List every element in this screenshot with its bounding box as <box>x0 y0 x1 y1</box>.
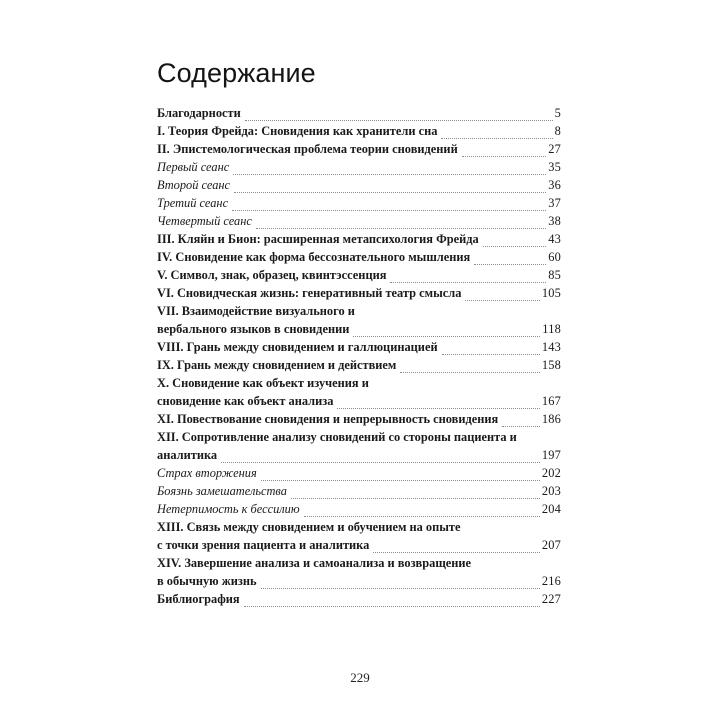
toc-leader-dots <box>337 397 539 409</box>
toc-entry-title-line: VII. Взаимодействие визуального и <box>157 304 355 318</box>
toc-entry[interactable] <box>157 338 561 356</box>
toc-entry-page-number: 8 <box>554 124 561 138</box>
toc-leader-dots <box>373 541 539 553</box>
toc-entry[interactable] <box>157 266 561 284</box>
toc-entry-page-number: 35 <box>548 160 561 174</box>
toc-entry-title: Второй сеанс <box>157 178 231 192</box>
toc-entry-row <box>157 590 561 608</box>
toc-entry-row <box>157 320 561 338</box>
toc-entry-row <box>157 482 561 500</box>
table-of-contents <box>157 104 561 608</box>
toc-entry-title: аналитика <box>157 448 218 462</box>
toc-leader-dots <box>441 127 552 139</box>
toc-entry-row <box>157 194 561 212</box>
toc-entry-page-number: 202 <box>541 466 561 480</box>
toc-entry-row <box>157 338 561 356</box>
toc-entry-title: V. Символ, знак, образец, квинтэссенция <box>157 268 387 282</box>
toc-entry-title: III. Кляйн и Бион: расширенная метапсихология Фрейда <box>157 232 479 246</box>
toc-entry-row <box>157 536 561 554</box>
toc-entry-row <box>157 572 561 590</box>
toc-entry[interactable] <box>157 464 561 482</box>
toc-entry-title: сновидение как объект анализа <box>157 394 334 408</box>
toc-entry[interactable] <box>157 104 561 122</box>
toc-entry[interactable] <box>157 140 561 158</box>
toc-leader-dots <box>233 163 546 175</box>
toc-entry-row <box>157 500 561 518</box>
toc-entry-title: IV. Сновидение как форма бессознательного мышления <box>157 250 471 264</box>
toc-entry-page-number: 227 <box>541 592 561 606</box>
toc-entry-page-number: 143 <box>541 340 561 354</box>
toc-leader-dots <box>353 325 540 337</box>
toc-entry-title-line: XIV. Завершение анализа и самоанализа и возвращение <box>157 556 472 570</box>
toc-entry-row <box>157 248 561 266</box>
toc-entry-title: вербального языков в сновидении <box>157 322 350 336</box>
toc-entry[interactable] <box>157 194 561 212</box>
toc-entry-page-number: 118 <box>542 322 561 336</box>
toc-entry-row <box>157 104 561 122</box>
toc-entry-page-number: 197 <box>541 448 561 462</box>
toc-entry-title: Боязнь замешательства <box>157 484 287 498</box>
toc-leader-dots <box>221 451 540 463</box>
toc-entry-title-line: X. Сновидение как объект изучения и <box>157 376 369 390</box>
toc-entry-row <box>157 230 561 248</box>
toc-leader-dots <box>244 595 540 607</box>
toc-entry-title: Четвертый сеанс <box>157 214 252 228</box>
toc-entry[interactable] <box>157 302 561 338</box>
toc-entry-title: XI. Повествование сновидения и непрерывность сновидения <box>157 412 499 426</box>
toc-entry-title: в обычную жизнь <box>157 574 257 588</box>
toc-entry[interactable] <box>157 410 561 428</box>
toc-entry-title: Нетерпимость к бессилию <box>157 502 300 516</box>
page-title: Содержание <box>157 58 316 89</box>
toc-entry[interactable] <box>157 590 561 608</box>
toc-entry-page-number: 204 <box>541 502 561 516</box>
toc-entry[interactable] <box>157 230 561 248</box>
toc-entry-title: с точки зрения пациента и аналитика <box>157 538 370 552</box>
toc-entry-page-number: 85 <box>548 268 561 282</box>
toc-entry-page-number: 158 <box>541 358 561 372</box>
toc-entry-title: Первый сеанс <box>157 160 230 174</box>
toc-entry[interactable] <box>157 356 561 374</box>
toc-entry-title: I. Теория Фрейда: Сновидения как хранители сна <box>157 124 438 138</box>
toc-entry-title-line: XII. Сопротивление анализу сновидений со стороны пациента и <box>157 430 517 444</box>
toc-leader-dots <box>234 181 546 193</box>
toc-entry-row <box>157 158 561 176</box>
toc-entry-page-number: 27 <box>548 142 561 156</box>
toc-entry-page-number: 60 <box>548 250 561 264</box>
toc-leader-dots <box>256 217 546 229</box>
toc-entry-page-number: 207 <box>541 538 561 552</box>
toc-leader-dots <box>291 487 540 499</box>
toc-leader-dots <box>261 469 540 481</box>
toc-entry-page-number: 105 <box>541 286 561 300</box>
toc-leader-dots <box>400 361 539 373</box>
toc-entry-title: Благодарности <box>157 106 241 120</box>
toc-entry[interactable] <box>157 284 561 302</box>
toc-entry-title: Третий сеанс <box>157 196 229 210</box>
toc-entry[interactable] <box>157 374 561 410</box>
toc-entry-page-number: 216 <box>541 574 561 588</box>
toc-entry-row <box>157 176 561 194</box>
toc-entry-row <box>157 266 561 284</box>
toc-entry-row <box>157 284 561 302</box>
toc-entry-title: Библиография <box>157 592 240 606</box>
toc-entry-row <box>157 212 561 230</box>
toc-leader-dots <box>465 289 539 301</box>
page-folio-number: 229 <box>350 670 370 685</box>
toc-leader-dots <box>442 343 540 355</box>
toc-entry[interactable] <box>157 482 561 500</box>
toc-entry-title: VIII. Грань между сновидением и галлюцинацией <box>157 340 438 354</box>
toc-entry[interactable] <box>157 500 561 518</box>
toc-entry-page-number: 186 <box>541 412 561 426</box>
toc-entry[interactable] <box>157 176 561 194</box>
toc-entry-row <box>157 410 561 428</box>
toc-entry-title: Страх вторжения <box>157 466 257 480</box>
toc-entry-title: II. Эпистемологическая проблема теории сновидений <box>157 142 458 156</box>
toc-entry-page-number: 203 <box>541 484 561 498</box>
toc-leader-dots <box>462 145 546 157</box>
toc-entry[interactable] <box>157 158 561 176</box>
toc-leader-dots <box>483 235 546 247</box>
toc-leader-dots <box>304 505 540 517</box>
toc-leader-dots <box>261 577 540 589</box>
toc-entry-title: VI. Сновидческая жизнь: генеративный театр смысла <box>157 286 462 300</box>
toc-leader-dots <box>245 109 553 121</box>
toc-leader-dots <box>502 415 540 427</box>
toc-entry[interactable] <box>157 428 561 464</box>
toc-leader-dots <box>474 253 546 265</box>
toc-entry[interactable] <box>157 554 561 590</box>
toc-leader-dots <box>232 199 546 211</box>
toc-entry-title: IX. Грань между сновидением и действием <box>157 358 397 372</box>
toc-entry[interactable] <box>157 518 561 554</box>
toc-entry-title-line: XIII. Связь между сновидением и обучением на опыте <box>157 520 461 534</box>
toc-entry-page-number: 167 <box>541 394 561 408</box>
toc-entry-page-number: 38 <box>548 214 561 228</box>
toc-entry[interactable] <box>157 248 561 266</box>
toc-entry-row <box>157 446 561 464</box>
toc-entry-row <box>157 392 561 410</box>
toc-entry-page-number: 43 <box>548 232 561 246</box>
toc-entry-page-number: 5 <box>554 106 561 120</box>
toc-entry[interactable] <box>157 122 561 140</box>
toc-entry-row <box>157 140 561 158</box>
toc-entry-row <box>157 122 561 140</box>
toc-entry[interactable] <box>157 212 561 230</box>
toc-entry-row <box>157 464 561 482</box>
toc-entry-row <box>157 356 561 374</box>
toc-leader-dots <box>390 271 546 283</box>
toc-entry-page-number: 36 <box>548 178 561 192</box>
toc-entry-page-number: 37 <box>548 196 561 210</box>
